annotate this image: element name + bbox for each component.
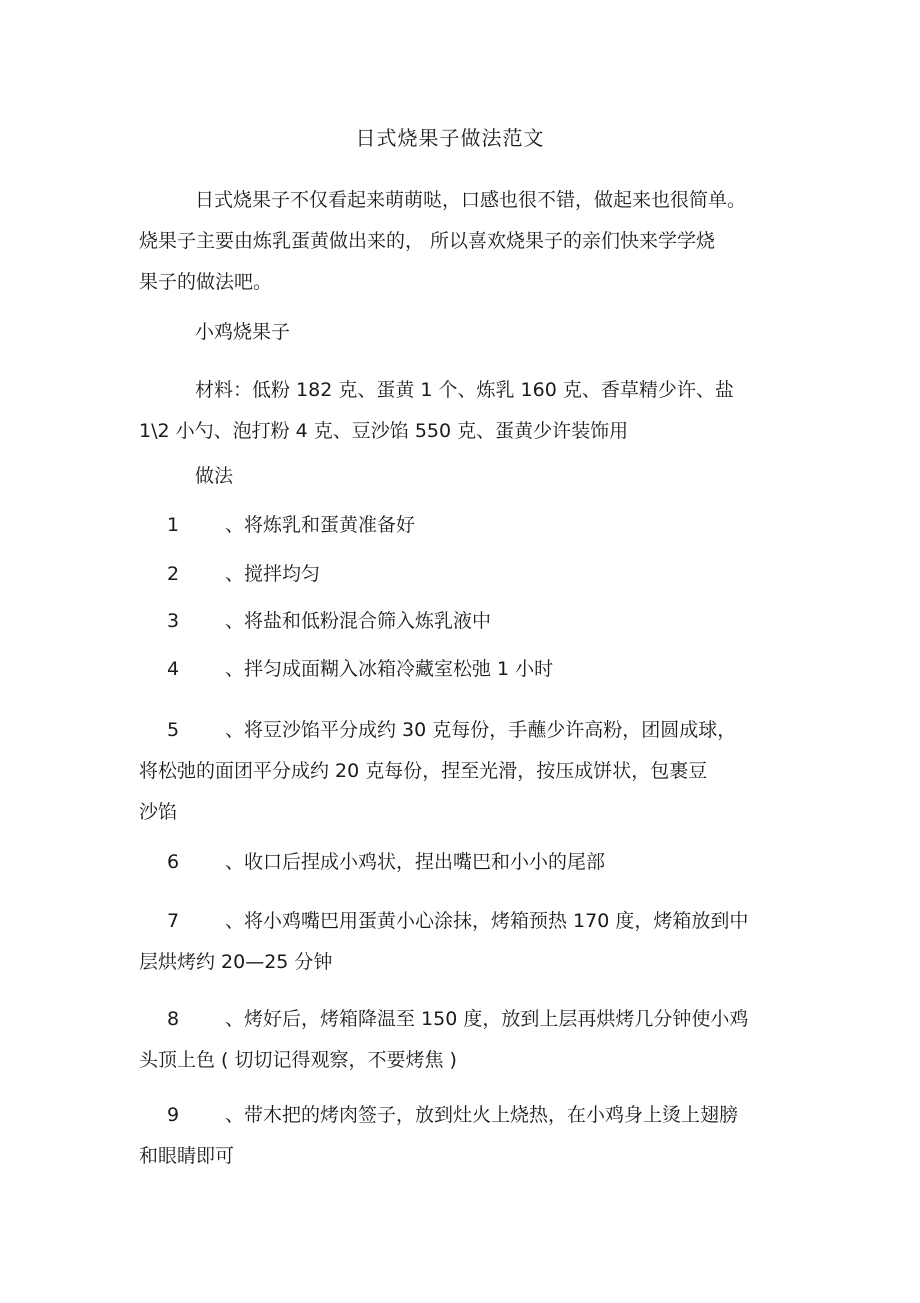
step-4 xyxy=(139,649,779,690)
step-5 xyxy=(139,710,779,833)
step-text: 、烤好后，烤箱降温至 150 度，放到上层再烘烤几分钟使小鸡 xyxy=(225,1008,749,1030)
step-9 xyxy=(139,1095,779,1177)
document-title: 日式烧果子做法范文 xyxy=(355,126,545,150)
step-text: 头顶上色 ( 切切记得观察，不要烤焦 ) xyxy=(139,1049,457,1071)
recipe-subtitle: 小鸡烧果子 xyxy=(195,321,291,343)
step-text: 和眼睛即可 xyxy=(139,1145,235,1167)
step-number: 2 xyxy=(167,563,180,585)
intro-line: 果子的做法吧。 xyxy=(139,271,273,293)
step-7 xyxy=(139,901,779,983)
materials-line: 1\2 小勺、泡打粉 4 克、豆沙馅 550 克、蛋黄少许装饰用 xyxy=(139,420,629,442)
step-number: 4 xyxy=(167,658,180,680)
method-heading: 做法 xyxy=(195,465,234,487)
step-6 xyxy=(139,842,779,883)
step-text: 、收口后捏成小鸡状，捏出嘴巴和小小的尾部 xyxy=(225,851,606,873)
method-heading-block xyxy=(139,456,779,497)
step-text: 、拌匀成面糊入冰箱冷藏室松弛 1 小时 xyxy=(225,658,554,680)
materials-line: 材料：低粉 182 克、蛋黄 1 个、炼乳 160 克、香草精少许、盐 xyxy=(195,379,734,401)
step-text: 、搅拌均匀 xyxy=(225,563,321,585)
step-text: 沙馅 xyxy=(139,801,178,823)
step-number: 8 xyxy=(167,1008,180,1030)
step-2 xyxy=(139,554,779,595)
step-text: 层烘烤约 20—25 分钟 xyxy=(139,951,333,973)
step-text: 、带木把的烤肉签子，放到灶火上烧热，在小鸡身上烫上翅膀 xyxy=(225,1104,739,1126)
step-text: 、将小鸡嘴巴用蛋黄小心涂抹，烤箱预热 170 度，烤箱放到中 xyxy=(225,910,749,932)
step-number: 9 xyxy=(167,1104,180,1126)
intro-line: 烧果子主要由炼乳蛋黄做出来的， 所以喜欢烧果子的亲们快来学学烧 xyxy=(139,230,716,252)
materials-paragraph xyxy=(139,370,779,452)
step-text: 、将炼乳和蛋黄准备好 xyxy=(225,514,416,536)
step-3 xyxy=(139,601,779,642)
step-text: 、将豆沙馅平分成约 30 克每份，手蘸少许高粉，团圆成球， xyxy=(225,719,737,741)
step-number: 7 xyxy=(167,910,180,932)
step-number: 6 xyxy=(167,851,180,873)
step-8 xyxy=(139,999,779,1081)
step-number: 3 xyxy=(167,610,180,632)
step-text: 、将盐和低粉混合筛入炼乳液中 xyxy=(225,610,492,632)
intro-paragraph xyxy=(139,180,779,303)
step-1 xyxy=(139,505,779,546)
step-number: 1 xyxy=(167,514,180,536)
step-number: 5 xyxy=(167,719,180,741)
step-text: 将松弛的面团平分成约 20 克每份，捏至光滑，按压成饼状，包裹豆 xyxy=(139,760,708,782)
recipe-subtitle-block xyxy=(139,312,779,353)
intro-line: 日式烧果子不仅看起来萌萌哒，口感也很不错，做起来也很简单。 xyxy=(195,189,747,211)
